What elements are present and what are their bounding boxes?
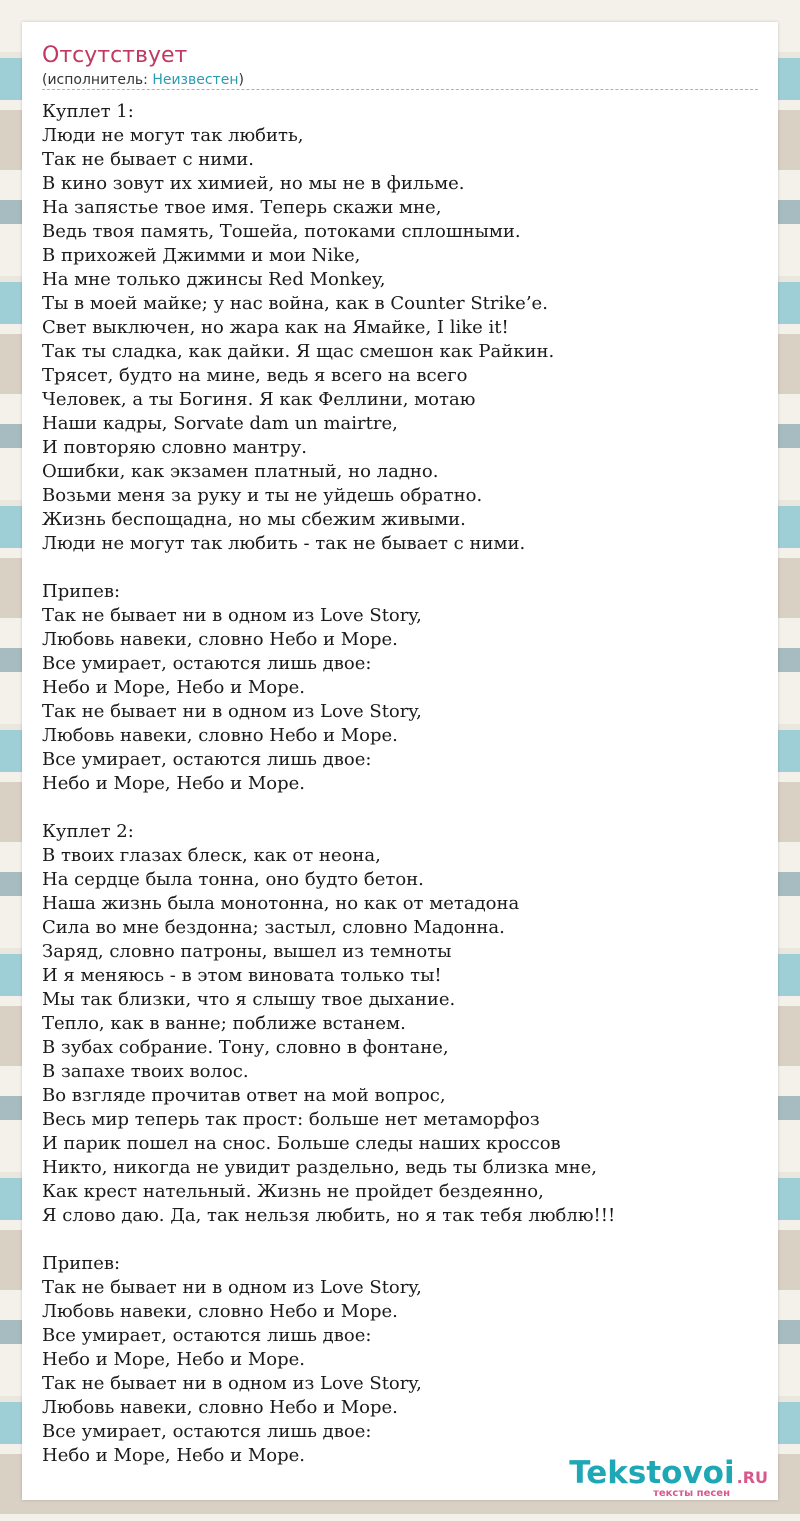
performer-prefix: (исполнитель: <box>42 72 153 88</box>
title-divider <box>42 89 758 90</box>
lyrics-text: Куплет 1: Люди не могут так любить, Так не бывает с ними. В кино зовут их химией, но мы не в фильме. На запястье твое имя. Теперь скажи мне, Ведь твоя память, Тошейа, потоками сплошными. В прихожей Джимми и мои Nike, На мне только джинсы Red Monkey, Ты в моей майке; у нас война, как в Counter Strike’e. Свет выключен, но жара как на Ямайке, I like it! Так ты сладка, как дайки. Я щас смешон как Райкин. Трясет, будто на мине, ведь я всего на всего Человек, а ты Богиня. Я как Феллини, мотаю Наши кадры, Sorvate dam un mairtre, И повторяю словно мантру. Ошибки, как экзамен платный, но ладно. Возьми меня за руку и ты не уйдешь обратно. Жизнь беспощадна, но мы сбежим живыми. Люди не могут так любить - так не бывает с ними. Припев: Так не бывает ни в одном из Love Story, Любовь навеки, словно Небо и Море. Все умирает, остаются лишь двое: Небо и Море, Небо и Море. Так не бывает ни в одном из Love Story, Любовь навеки, словно Небо и Море. Все умирает, остаются лишь двое: Небо и Море, Небо и Море. Куплет 2: В твоих глазах блеск, как от неона, На сердце была тонна, оно будто бетон. Наша жизнь была монотонна, но как от метадона Сила во мне бездонна; застыл, словно Мадонна. Заряд, словно патроны, вышел из темноты И я меняюсь - в этом виновата только ты! Мы так близки, что я слышу твое дыхание. Тепло, как в ванне; поближе встанем. В зубах собрание. Тону, словно в фонтане, В запахе твоих волос. Во взгляде прочитав ответ на мой вопрос, Весь мир теперь так прост: больше нет метаморфоз И парик пошел на снос. Больше следы наших кроссов Никто, никогда не увидит раздельно, ведь ты близка мне, Как крест нательный. Жизнь не пройдет бездеянно, Я слово даю. Да, так нельзя любить, но я так тебя люблю!!! Припев: Так не бывает ни в одном из Love Story, Любовь навеки, словно Небо и Море. Все умирает, остаются лишь двое: Небо и Море, Небо и Море. Так не бывает ни в одном из Love Story, Любовь навеки, словно Небо и Море. Все умирает, остаются лишь двое: Небо и Море, Небо и Море. <box>42 101 616 1466</box>
song-title: Отсутствует <box>42 43 188 68</box>
lyrics-card <box>22 22 778 1500</box>
logo-word: Tekstovoi <box>569 1455 735 1491</box>
logo-tld: .RU <box>736 1468 768 1487</box>
performer-line <box>42 71 244 89</box>
performer-suffix: ) <box>238 72 244 88</box>
performer-link[interactable]: Неизвестен <box>152 72 239 88</box>
site-logo[interactable] <box>548 1456 768 1500</box>
logo-tagline: тексты песен <box>653 1488 730 1499</box>
